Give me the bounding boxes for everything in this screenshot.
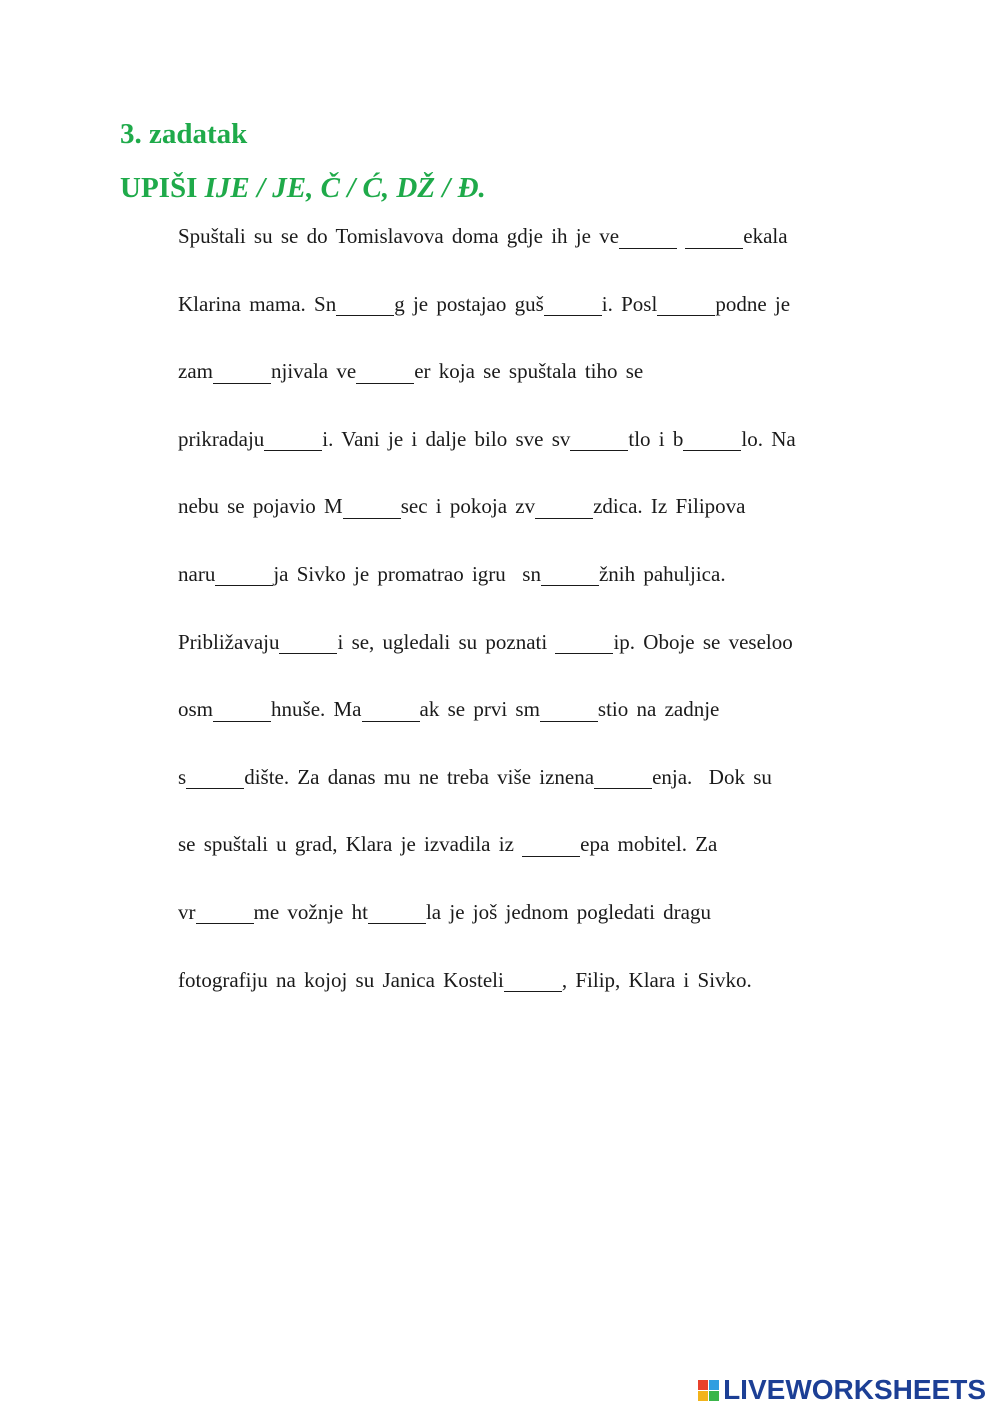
text-fragment: tlo i b (628, 426, 684, 451)
exercise-text (178, 218, 898, 1029)
text-fragment: zam (178, 359, 213, 384)
text-fragment: se spuštali u grad, Klara je izvadila iz (178, 832, 523, 857)
answer-blank[interactable] (619, 228, 677, 249)
answer-blank[interactable] (657, 295, 715, 316)
text-line (178, 759, 898, 827)
text-line (178, 962, 898, 1030)
answer-blank[interactable] (343, 498, 401, 519)
instruction-letters: IJE / JE, Č / Ć, DŽ / Đ. (204, 172, 486, 204)
answer-blank[interactable] (541, 565, 599, 586)
answer-blank[interactable] (685, 228, 743, 249)
text-fragment: i. Posl (601, 291, 658, 316)
logo-mark-icon (698, 1380, 719, 1401)
answer-blank[interactable] (504, 971, 562, 992)
text-fragment: fotografiju na kojoj su Janica Kosteli (178, 967, 504, 992)
instruction-heading (120, 172, 486, 205)
answer-blank[interactable] (555, 633, 613, 654)
answer-blank[interactable] (186, 768, 244, 789)
logo-mark-square (698, 1380, 708, 1390)
answer-blank[interactable] (213, 363, 271, 384)
text-fragment: la je još jednom pogledati dragu (425, 899, 711, 924)
logo-mark-square (709, 1380, 719, 1390)
answer-blank[interactable] (215, 565, 273, 586)
answer-blank[interactable] (279, 633, 337, 654)
text-fragment: ip. Oboje se veseloo (613, 629, 793, 654)
text-fragment: ekala (743, 224, 788, 248)
text-line (178, 826, 898, 894)
task-number: 3. zadatak (120, 118, 248, 150)
text-fragment: ak se prvi sm (419, 697, 540, 722)
answer-blank[interactable] (264, 430, 322, 451)
text-fragment: er koja se spuštala tiho se (414, 359, 644, 384)
answer-blank[interactable] (683, 430, 741, 451)
answer-blank[interactable] (336, 295, 394, 316)
text-line (178, 286, 898, 354)
answer-blank[interactable] (540, 701, 598, 722)
text-fragment: zdica. Iz Filipova (593, 494, 746, 519)
text-fragment: osm (178, 697, 214, 722)
liveworksheets-logo (698, 1374, 986, 1406)
text-line (178, 624, 898, 692)
text-fragment: g je postajao guš (394, 291, 544, 316)
answer-blank[interactable] (362, 701, 420, 722)
text-fragment: naru (178, 561, 216, 586)
logo-text: LIVEWORKSHEETS (723, 1374, 986, 1405)
text-line (178, 488, 898, 556)
text-fragment: epa mobitel. Za (580, 832, 718, 857)
logo-mark-square (709, 1391, 719, 1401)
text-fragment: nebu se pojavio M (178, 494, 343, 519)
answer-blank[interactable] (594, 768, 652, 789)
text-fragment (677, 224, 685, 248)
text-fragment: , Filip, Klara i Sivko. (561, 967, 752, 992)
text-fragment: Približavaju (178, 629, 280, 654)
answer-blank[interactable] (535, 498, 593, 519)
text-fragment: lo. Na (741, 426, 796, 451)
text-line (178, 421, 898, 489)
text-line (178, 353, 898, 421)
text-fragment: ja Sivko je promatrao igru sn (273, 561, 541, 586)
text-line (178, 691, 898, 759)
logo-mark-square (698, 1391, 708, 1401)
text-fragment: hnuše. Ma (271, 697, 362, 722)
text-fragment: enja. Dok su (652, 764, 772, 789)
text-fragment: stio na zadnje (597, 697, 720, 722)
answer-blank[interactable] (356, 363, 414, 384)
instruction-prefix: UPIŠI (120, 172, 205, 204)
text-fragment: i. Vani je i dalje bilo sve sv (322, 426, 571, 451)
text-fragment: prikradaju (178, 426, 265, 451)
text-fragment: njivala ve (270, 359, 357, 384)
text-fragment: me vožnje ht (253, 899, 368, 924)
answer-blank[interactable] (213, 701, 271, 722)
text-fragment: Klarina mama. Sn (178, 291, 337, 316)
text-fragment: sec i pokoja zv (400, 494, 536, 519)
text-fragment: Spuštali su se do Tomislavova doma gdje ih je ve (178, 224, 620, 248)
answer-blank[interactable] (196, 903, 254, 924)
text-fragment: žnih pahuljica. (598, 561, 726, 586)
answer-blank[interactable] (570, 430, 628, 451)
answer-blank[interactable] (368, 903, 426, 924)
text-fragment: s (178, 764, 187, 789)
text-line (178, 894, 898, 962)
text-fragment: podne je (715, 291, 791, 316)
answer-blank[interactable] (522, 836, 580, 857)
text-line (178, 556, 898, 624)
text-fragment: i se, ugledali su poznati (337, 629, 556, 654)
text-line (178, 218, 898, 286)
answer-blank[interactable] (544, 295, 602, 316)
text-fragment: dište. Za danas mu ne treba više iznena (244, 764, 595, 789)
text-fragment: vr (178, 899, 196, 924)
